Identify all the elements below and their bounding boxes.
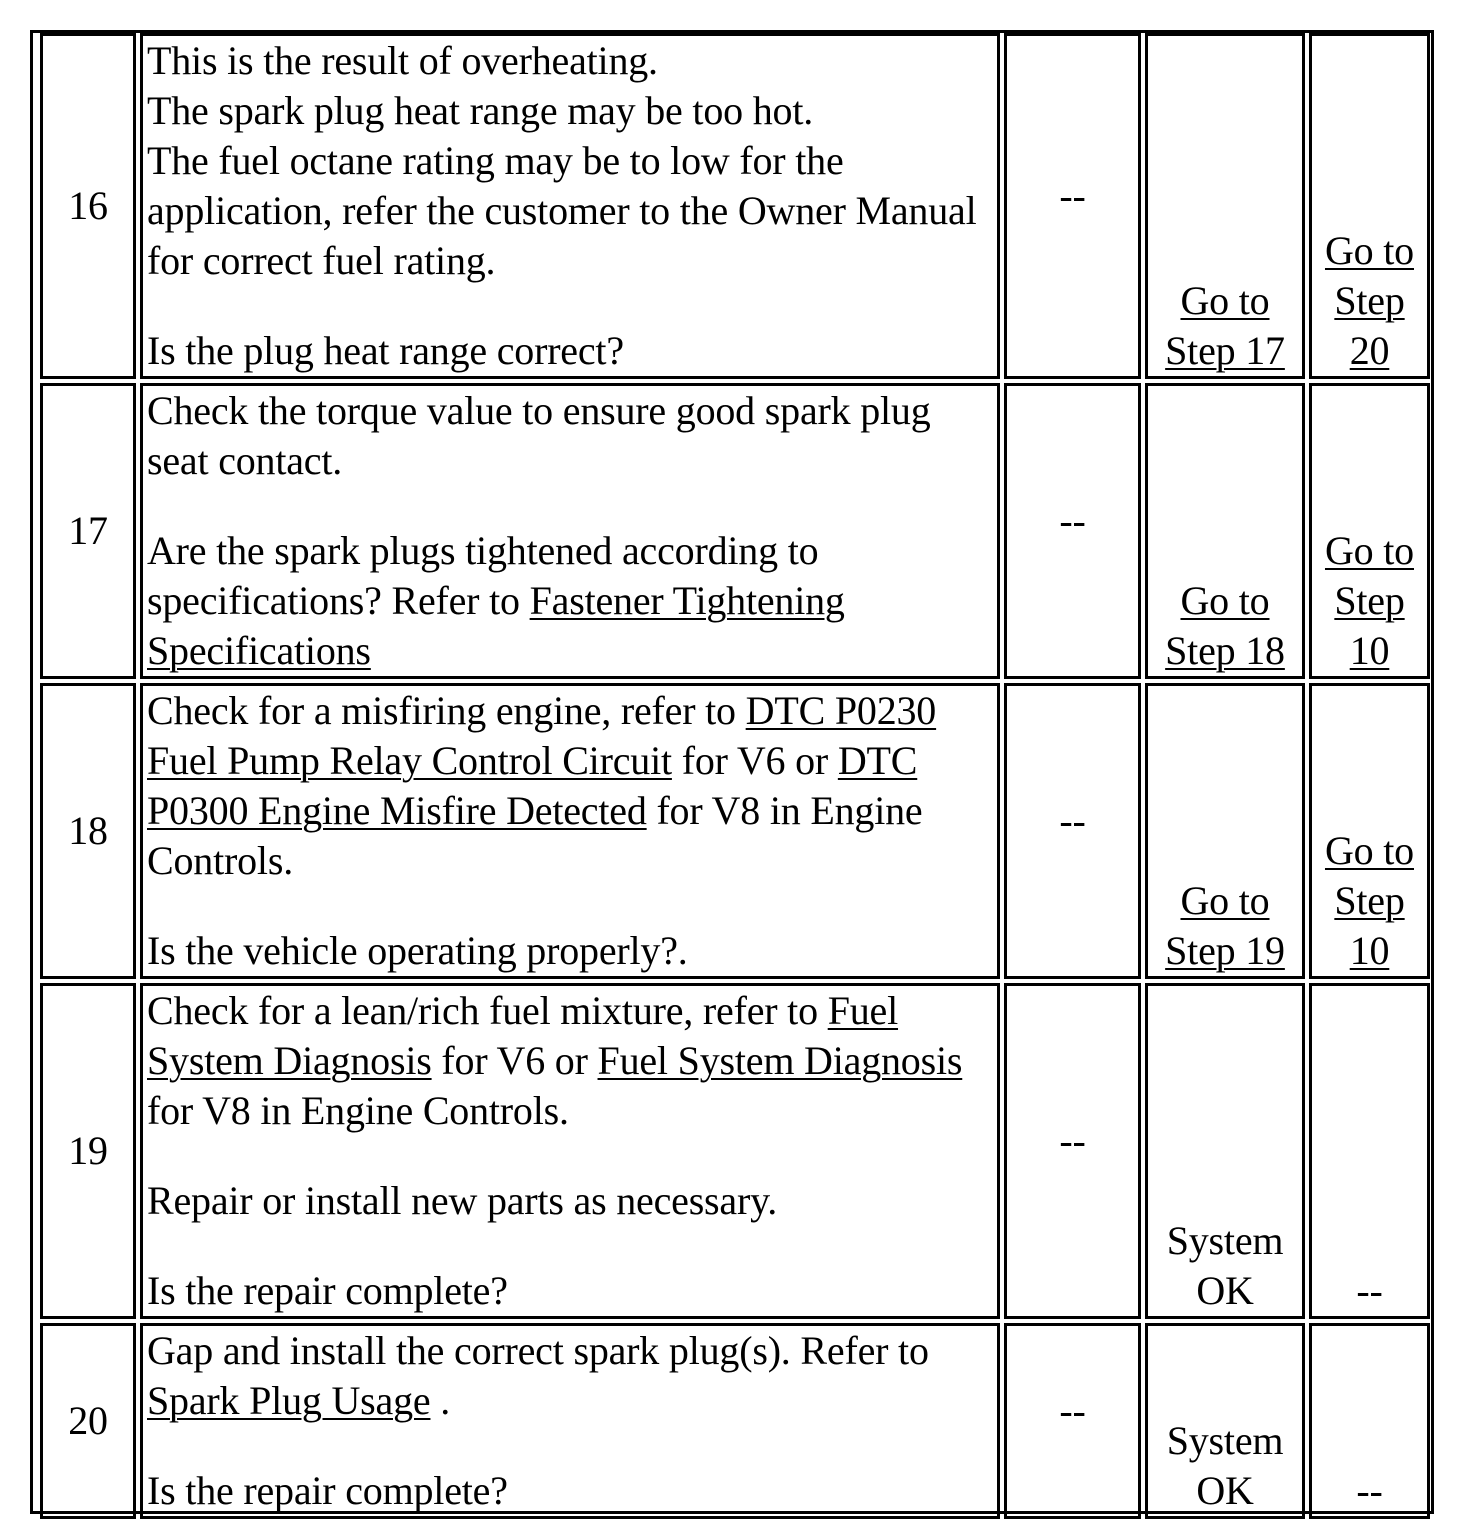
table-row-step-18	[40, 683, 1430, 979]
go-to-step-18-link[interactable]: Go to Step 18	[1165, 578, 1285, 673]
yes-cell	[1145, 1323, 1305, 1519]
action-line: This is the result of overheating.	[147, 38, 658, 83]
table-row-step-16	[40, 33, 1430, 379]
step-number: 16	[40, 33, 136, 379]
value-text: --	[1059, 1118, 1086, 1163]
no-action-dash: --	[1356, 1268, 1383, 1313]
action-text	[140, 1323, 1000, 1519]
yes-cell	[1145, 383, 1305, 679]
action-line: The fuel octane rating may be to low for the application, refer the customer to the Owner Manual for correct fuel rating.	[147, 138, 977, 283]
value-cell	[1004, 33, 1141, 379]
action-text-part: Gap and install the correct spark plug(s). Refer to	[147, 1328, 929, 1373]
no-cell	[1309, 983, 1430, 1319]
spark-plug-usage-link[interactable]: Spark Plug Usage	[147, 1378, 431, 1423]
value-cell	[1004, 1323, 1141, 1519]
action-text-part: for V8 in Engine Controls.	[147, 1088, 569, 1133]
table-row-step-20	[40, 1323, 1430, 1519]
no-cell	[1309, 1323, 1430, 1519]
no-action-dash: --	[1356, 1468, 1383, 1513]
yes-cell	[1145, 683, 1305, 979]
table-row-step-19	[40, 983, 1430, 1319]
action-text-part: for V6 or	[431, 1038, 598, 1083]
no-cell	[1309, 683, 1430, 979]
go-to-step-20-link[interactable]: Go to Step 20	[1324, 228, 1414, 373]
paragraph-gap	[147, 1136, 993, 1176]
question-text: Are the spark plugs tightened according to specifications? Refer to	[147, 528, 819, 623]
value-cell	[1004, 983, 1141, 1319]
action-line: Check the torque value to ensure good spark plug seat contact.	[147, 388, 931, 483]
yes-cell	[1145, 33, 1305, 379]
go-to-step-10-link[interactable]: Go to Step 10	[1324, 528, 1414, 673]
paragraph-gap	[147, 486, 993, 526]
action-paragraph	[147, 986, 993, 1136]
value-text: --	[1059, 173, 1086, 218]
action-text	[140, 383, 1000, 679]
diagnostic-table	[36, 29, 1434, 1523]
dtc-p0230-link[interactable]: DTC P0230 Fuel Pump Relay Control Circuit	[147, 688, 937, 783]
action-line: Repair or install new parts as necessary.	[147, 1178, 778, 1223]
fuel-system-diagnosis-v8-link[interactable]: Fuel System Diagnosis	[597, 1038, 963, 1083]
table-row-step-17	[40, 383, 1430, 679]
action-question: Is the plug heat range correct?	[147, 328, 624, 373]
value-text: --	[1059, 1388, 1086, 1433]
action-question: Is the repair complete?	[147, 1268, 508, 1313]
action-paragraph	[147, 686, 993, 886]
action-text	[140, 983, 1000, 1319]
action-paragraph	[147, 1326, 993, 1426]
step-number: 18	[40, 683, 136, 979]
dtc-p0300-link[interactable]: DTC P0300 Engine Misfire Detected	[147, 738, 918, 833]
no-cell	[1309, 33, 1430, 379]
value-cell	[1004, 383, 1141, 679]
action-line: The spark plug heat range may be too hot.	[147, 88, 814, 133]
paragraph-gap	[147, 886, 993, 926]
go-to-step-19-link[interactable]: Go to Step 19	[1165, 878, 1285, 973]
action-text	[140, 683, 1000, 979]
go-to-step-10-link[interactable]: Go to Step 10	[1324, 828, 1414, 973]
system-ok-text: System OK	[1166, 1218, 1284, 1313]
yes-cell	[1145, 983, 1305, 1319]
step-number: 19	[40, 983, 136, 1319]
system-ok-text: System OK	[1166, 1418, 1284, 1513]
paragraph-gap	[147, 1226, 993, 1266]
action-question: Is the vehicle operating properly?.	[147, 928, 688, 973]
fuel-system-diagnosis-v6-link[interactable]: Fuel System Diagnosis	[147, 988, 899, 1083]
action-text-part: Check for a misfiring engine, refer to	[147, 688, 746, 733]
action-text-part: for V6 or	[671, 738, 838, 783]
action-question: Is the repair complete?	[147, 1468, 508, 1513]
go-to-step-17-link[interactable]: Go to Step 17	[1165, 278, 1285, 373]
paragraph-gap	[147, 1426, 993, 1466]
step-number: 20	[40, 1323, 136, 1519]
no-cell	[1309, 383, 1430, 679]
action-text-part: .	[430, 1378, 451, 1423]
action-text	[140, 33, 1000, 379]
paragraph-gap	[147, 286, 993, 326]
value-text: --	[1059, 498, 1086, 543]
action-text-part: Check for a lean/rich fuel mixture, refer to	[147, 988, 828, 1033]
action-question	[147, 526, 993, 676]
step-number: 17	[40, 383, 136, 679]
fastener-tightening-specifications-link[interactable]: Fastener Tightening Specifications	[147, 578, 845, 673]
action-text-part: for V8 in Engine Controls.	[147, 788, 923, 883]
value-text: --	[1059, 798, 1086, 843]
value-cell	[1004, 683, 1141, 979]
